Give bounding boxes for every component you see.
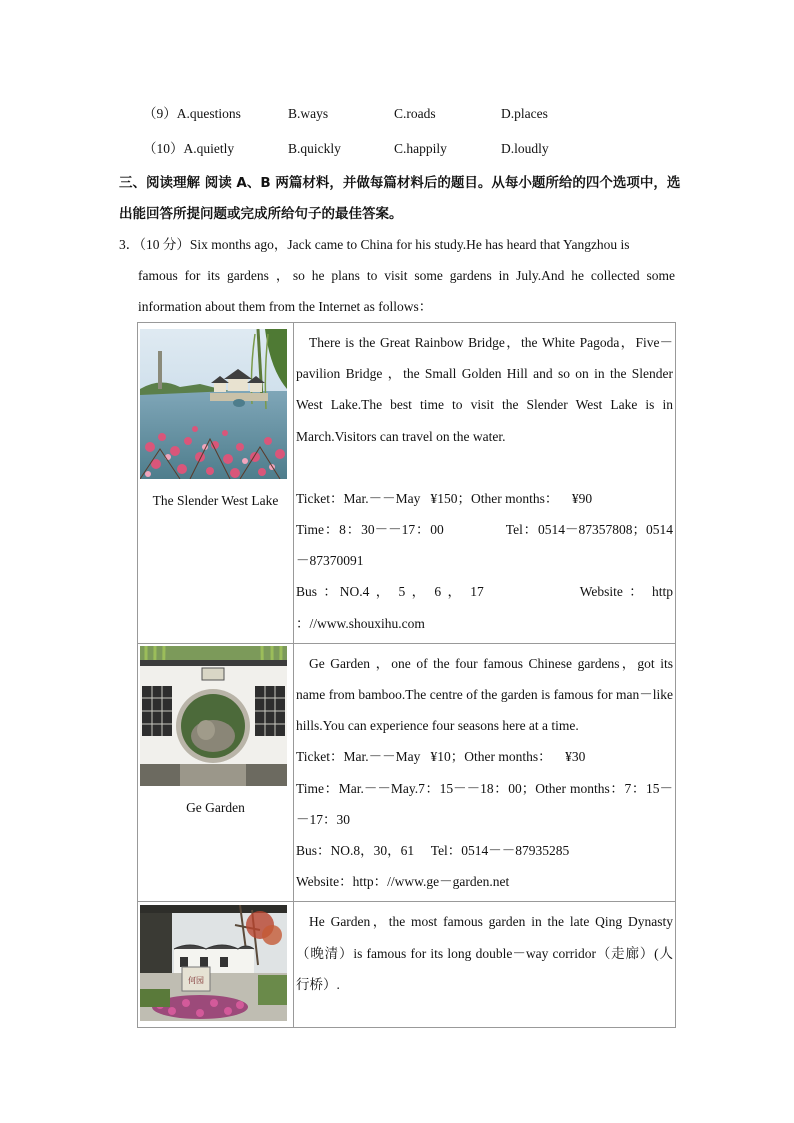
garden-caption: Ge Garden <box>186 799 245 815</box>
garden-picture-cell <box>138 902 294 1028</box>
option-a: （10）A.quietly <box>143 141 235 156</box>
spacer <box>296 452 673 483</box>
time-info: Time：8：30－－17：00 <box>296 522 444 538</box>
time-info: Time：Mar.－－May.7：15－－18：00；Other months：7：15－－17：30 <box>296 780 673 827</box>
garden-picture-cell <box>138 643 294 902</box>
garden-intro: There is the Great Rainbow Bridge，the White Pagoda，Five－pavilion Bridge ，the Small Golden Hill and so on in the Slender West Lake.The best time to visit the Slender West Lake is in March.Visitors can travel on the water. <box>296 335 673 444</box>
ge-garden-image <box>140 646 287 786</box>
option-c: C.roads <box>394 106 436 121</box>
ticket-info: Ticket：Mar.－－May ¥150；Other months： ¥90 <box>296 490 593 506</box>
garden-intro: Ge Garden ，one of the four famous Chinese gardens，got its name from bamboo.The centre of the garden is famous for man－like hills.You can experience four seasons here at a time. <box>296 655 673 734</box>
question-rest: famous for its gardens ，so he plans to visit some gardens in July.And he collected some information about them from the Internet as follows： <box>138 268 675 314</box>
option-b: B.quickly <box>288 141 341 156</box>
slender-west-lake-image <box>140 329 287 479</box>
bus-info: Bus：NO.8，30，61 Tel：0514－－87935285 <box>296 843 570 859</box>
website-info: Website：http：//www.ge－garden.net <box>296 874 510 890</box>
option-b: B.ways <box>288 106 329 121</box>
question-prefix: 3．（10 分）Six months ago，Jack came to China for his study.He has heard that Yangzhou is <box>119 237 630 252</box>
option-d: D.loudly <box>501 141 549 156</box>
table-row <box>138 902 676 1028</box>
svg-text:何园: 何园 <box>188 976 204 986</box>
garden-intro: He Garden，the most famous garden in the late Qing Dynasty（晚清）is famous for its long double－way corridor（走廊）(人行桥）. <box>296 914 673 992</box>
option-c: C.happily <box>394 141 447 156</box>
section-title: 三、阅读理解 阅读 A、B 两篇材料，并做每篇材料后的题目。从每小题所给的四个选项中，选出能回答所提问题或完成所给句子的最佳答案。 <box>119 175 681 222</box>
bus-website-info <box>296 576 673 638</box>
garden-description <box>294 643 676 902</box>
garden-description <box>294 902 676 1028</box>
tel-info: Tel：0514－87357808；0514－87370091 <box>296 522 673 569</box>
garden-info-table <box>137 322 676 1028</box>
table-row <box>138 643 676 902</box>
time-tel-info <box>296 514 673 576</box>
option-d: D.places <box>501 106 548 121</box>
option-a: （9）A.questions <box>143 106 241 121</box>
table-row <box>138 323 676 644</box>
garden-description <box>294 323 676 644</box>
question-text <box>119 229 675 322</box>
garden-picture-cell <box>138 323 294 644</box>
website-info: Website ： http ：//www.shouxihu.com <box>296 584 673 631</box>
bus-info: Bus ：NO.4 ， 5 ， 6 ， 17 <box>296 584 484 600</box>
he-garden-image <box>140 905 287 1021</box>
ticket-info: Ticket：Mar.－－May ¥10；Other months： ¥30 <box>296 749 586 765</box>
garden-caption: The Slender West Lake <box>152 493 279 508</box>
